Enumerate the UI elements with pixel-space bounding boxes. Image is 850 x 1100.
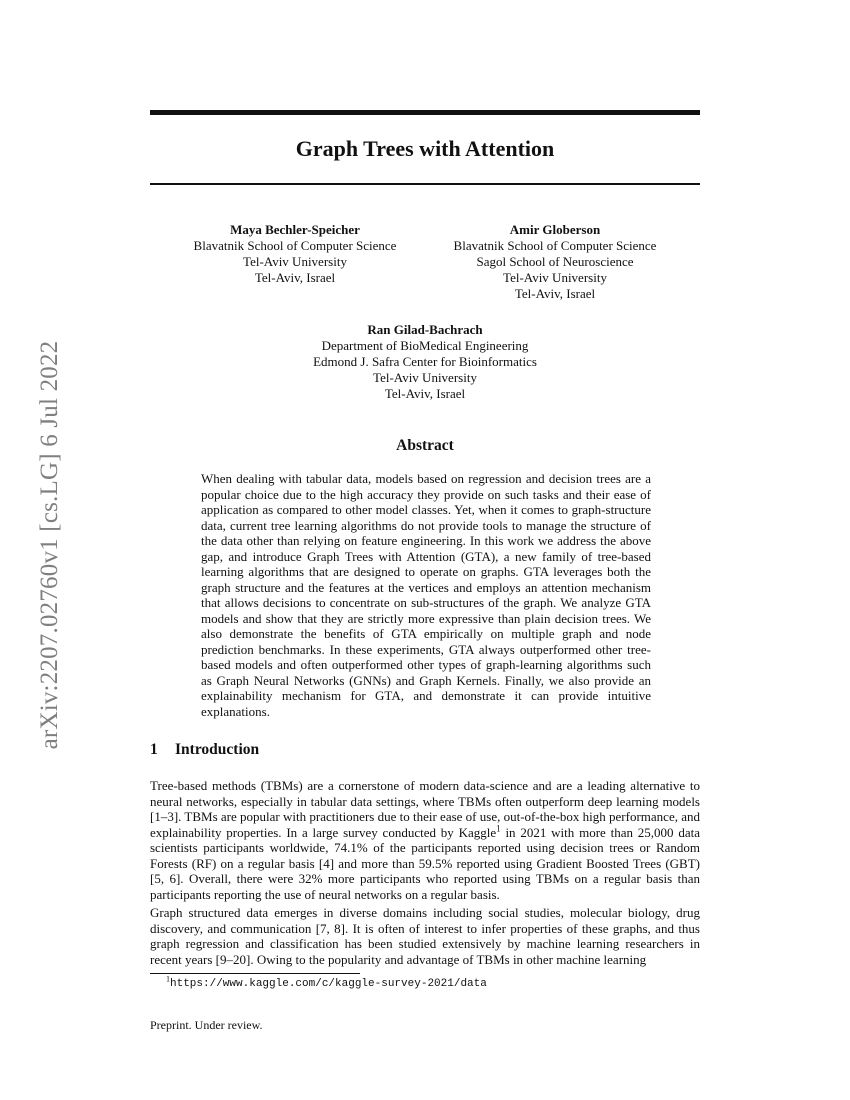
author-name: Maya Bechler-Speicher xyxy=(230,222,360,237)
author-affiliation: Tel-Aviv University xyxy=(243,254,347,269)
author-name: Amir Globerson xyxy=(509,222,601,237)
abstract-heading: Abstract xyxy=(396,437,454,454)
footnote-url-link[interactable]: https://www.kaggle.com/c/kaggle-survey-2021/data xyxy=(170,978,487,990)
author-affiliation: Blavatnik School of Computer Science xyxy=(193,238,397,253)
author-affiliation: Tel-Aviv, Israel xyxy=(254,270,336,285)
author-affiliation: Blavatnik School of Computer Science xyxy=(453,238,657,253)
arxiv-stamp: arXiv:2207.02760v1 [cs.LG] 6 Jul 2022 xyxy=(36,340,63,750)
footnote-number: 1 xyxy=(166,974,170,984)
intro-paragraph-1 xyxy=(150,778,700,902)
author-block-3 xyxy=(275,322,575,402)
paper-title: Graph Trees with Attention xyxy=(295,136,555,161)
abstract-text: When dealing with tabular data, models based on regression and decision trees are a popular choice due to the high accuracy they provide on such tasks and their ease of application as compared to other model classes. Yet, when it comes to graph-structure data, current tree learning algorithms do not provide tools to manage the structure of the data other than relying on feature engineering. In this work we address the above gap, and introduce Graph Trees with Attention (GTA), a new family of tree-based learning algorithms that are designed to operate on graphs. GTA leverages both the graph structure and the features at the vertices and employs an attention mechanism that allows decisions to concentrate on sub-structures of the graph. We analyze GTA models and show that they are strictly more expressive than plain decision trees. We also demonstrate the benefits of GTA empirically on multiple graph and node prediction benchmarks. In these experiments, GTA always outperformed other tree-based models and often outperformed other types of graph-learning algorithms such as Graph Neural Networks (GNNs) and Graph Kernels. Finally, we also provide an explainability mechanism for GTA, and demonstrate it can provide intuitive explanations. xyxy=(201,471,651,719)
author-block-2 xyxy=(435,222,675,302)
author-affiliation: Tel-Aviv University xyxy=(503,270,607,285)
section-number: 1 xyxy=(150,741,158,758)
footnote-rule xyxy=(150,973,360,974)
title-bottom-rule xyxy=(150,183,700,185)
author-name: Ran Gilad-Bachrach xyxy=(367,322,483,337)
paragraph-text: Tree-based methods (TBMs) are a cornerstone of modern data-science and are a leading alternative to neural networks, especially in tabular data settings, where TBMs often outperform deep learning models [1–3]. TBMs are popular with practitioners due to their ease of use, out-of-the-box high performance, and explainability properties. In a large survey conducted by Kaggle xyxy=(150,778,700,840)
author-affiliation: Edmond J. Safra Center for Bioinformatics xyxy=(313,354,537,369)
section-title: Introduction xyxy=(175,741,260,758)
footnote-marker[interactable]: 1 xyxy=(496,823,501,834)
author-block-1 xyxy=(175,222,415,286)
author-affiliation: Tel-Aviv University xyxy=(373,370,477,385)
preprint-note: Preprint. Under review. xyxy=(150,1018,263,1032)
title-top-rule xyxy=(150,110,700,115)
intro-paragraph-2: Graph structured data emerges in diverse domains including social studies, molecular biology, drug discovery, and communication [7, 8]. It is often of interest to infer properties of these graphs, and thus graph regression and classification has been studied extensively by machine learning researchers in recent years [9–20]. Owing to the popularity and advantage of TBMs in other machine learning xyxy=(150,905,700,967)
section-heading-introduction xyxy=(150,741,259,759)
footnote xyxy=(166,974,487,990)
author-affiliation: Tel-Aviv, Israel xyxy=(514,286,596,301)
paragraph-text: in 2021 with more than 25,000 data scientists participants worldwide, 74.1% of the participants reported using decision trees or Random Forests (RF) on a regular basis [4] and more than 59.5% reported using Gradient Boosted Trees (GBT) [5, 6]. Overall, there were 32% more participants who reported using TBMs on a regular basis than participants reporting the use of neural networks on a regular basis. xyxy=(150,824,701,902)
author-affiliation: Department of BioMedical Engineering xyxy=(321,338,529,353)
author-affiliation: Sagol School of Neuroscience xyxy=(476,254,634,269)
author-affiliation: Tel-Aviv, Israel xyxy=(384,386,466,401)
